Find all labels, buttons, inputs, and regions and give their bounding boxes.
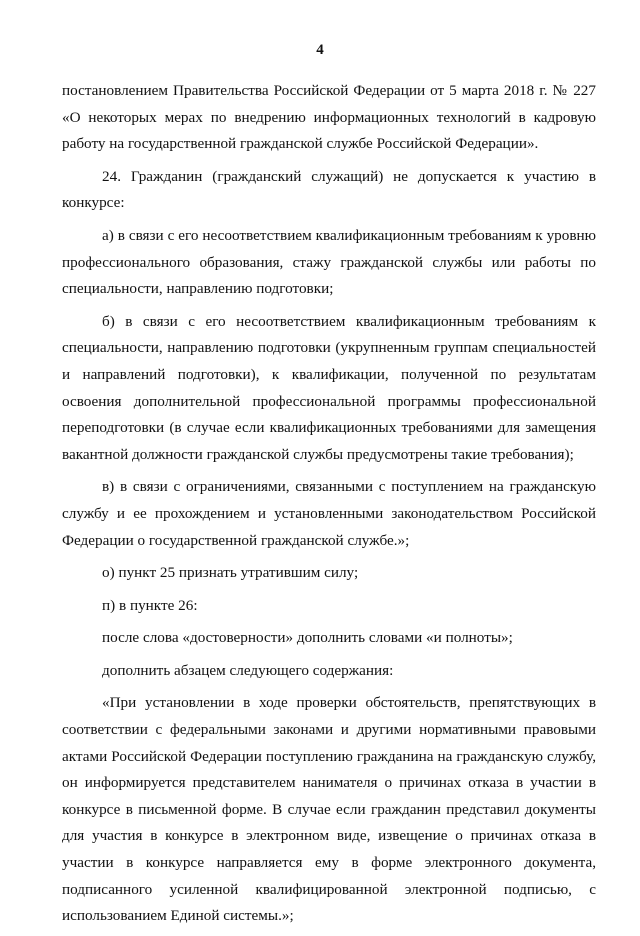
page-number: 4: [316, 42, 324, 58]
paragraph-resolution-reference: постановлением Правительства Российской Федерации от 5 марта 2018 г. № 227 «О некоторых мерах по внедрению информационных технологий в кадровую работу на государственной гражданской службе Российской Федерации».: [62, 82, 596, 153]
paragraph-add-section: дополнить абзацем следующего содержания:: [102, 661, 394, 679]
document-body: [62, 78, 596, 936]
paragraph-subitem-p: п) в пункте 26:: [102, 596, 198, 614]
paragraph-subitem-o: о) пункт 25 признать утратившим силу;: [102, 564, 359, 582]
paragraph-item-24: 24. Гражданин (гражданский служащий) не допускается к участию в конкурсе:: [62, 167, 596, 212]
paragraph-subitem-b: б) в связи с его несоответствием квалификационным требованиям к специальности, направлению подготовки (укрупненным группам специальностей и направлений подготовки), к квалификации, полученной по результатам освоения дополнительной профессиональной программы профессиональной переподготовки (в случае если квалификационных требованиями для замещения вакантной должности гражданской службы предусмотрены такие требования);: [62, 312, 596, 463]
paragraph-new-section-text: «При установлении в ходе проверки обстоятельств, препятствующих в соответствии с федеральными законами и другими нормативными правовыми актами Российской Федерации поступлению гражданина на гражданскую службу, он информируется представителем нанимателя о причинах отказа в участии в конкурсе в письменной форме. В случае если гражданин представил документы для участия в конкурсе в электронном виде, извещение о причинах отказа в участии в конкурсе направляется ему в форме электронного документа, подписанного усиленной квалифицированной электронной подписью, с использованием Единой системы.»;: [62, 694, 596, 925]
paragraph-subitem-v: в) в связи с ограничениями, связанными с поступлением на гражданскую службу и ее прохождением и установленными законодательством Российской Федерации о государственной гражданской службе.»;: [62, 478, 596, 549]
paragraph-add-words: после слова «достоверности» дополнить словами «и полноты»;: [102, 629, 513, 647]
paragraph-subitem-a: а) в связи с его несоответствием квалификационным требованиям к уровню профессионального образования, стажу гражданской службы или работы по специальности, направлению подготовки;: [62, 226, 596, 298]
